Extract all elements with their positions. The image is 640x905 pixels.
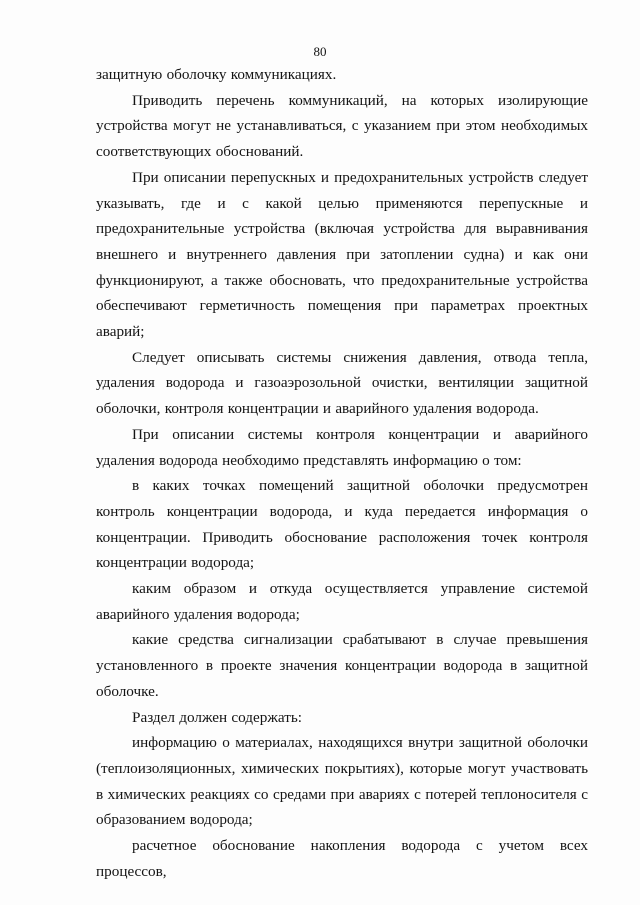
paragraph: каким образом и откуда осуществляется управление системой аварийного удаления водорода; — [96, 580, 588, 623]
paragraph: Приводить перечень коммуникаций, на которых изолирующие устройства могут не устанавливаться, с указанием при этом необходимых соответствующих обоснований. — [96, 91, 588, 161]
paragraph: какие средства сигнализации срабатывают в случае превышения установленного в проекте значения концентрации водорода в защитной оболочке. — [96, 631, 588, 700]
paragraph: При описании перепускных и предохранительных устройств следует указывать, где и с какой целью применяются перепускные и предохранительные устройства (включая устройства для выравнивания внешнего и внутреннего давления при затоплении судна) и как они функционируют, а также обосновать, что предохранительные устройства обеспечивают герметичность помещения при параметрах проектных аварий; — [96, 168, 588, 341]
paragraph: защитную оболочку коммуникациях. — [96, 66, 337, 83]
page-number: 80 — [313, 44, 327, 59]
paragraph: расчетное обоснование накопления водорода с учетом всех процессов, — [96, 837, 588, 880]
paragraph: Следует описывать системы снижения давления, отвода тепла, удаления водорода и газоаэрозольной очистки, вентиляции защитной оболочки, контроля концентрации и аварийного удаления водорода. — [96, 348, 588, 418]
paragraph: информацию о материалах, находящихся внутри защитной оболочки (теплоизоляционных, химических покрытиях), которые могут участвовать в химических реакциях со средами при авариях с потерей теплоносителя с образованием водорода; — [96, 734, 588, 829]
paragraph: Раздел должен содержать: — [132, 708, 302, 726]
paragraph: в каких точках помещений защитной оболочки предусмотрен контроль концентрации водорода, и куда передается информация о концентрации. Приводить обоснование расположения точек контроля концентрации водорода; — [96, 477, 588, 572]
paragraph: При описании системы контроля концентрации и аварийного удаления водорода необходимо представлять информацию о том: — [96, 425, 588, 469]
body-text — [96, 62, 588, 885]
